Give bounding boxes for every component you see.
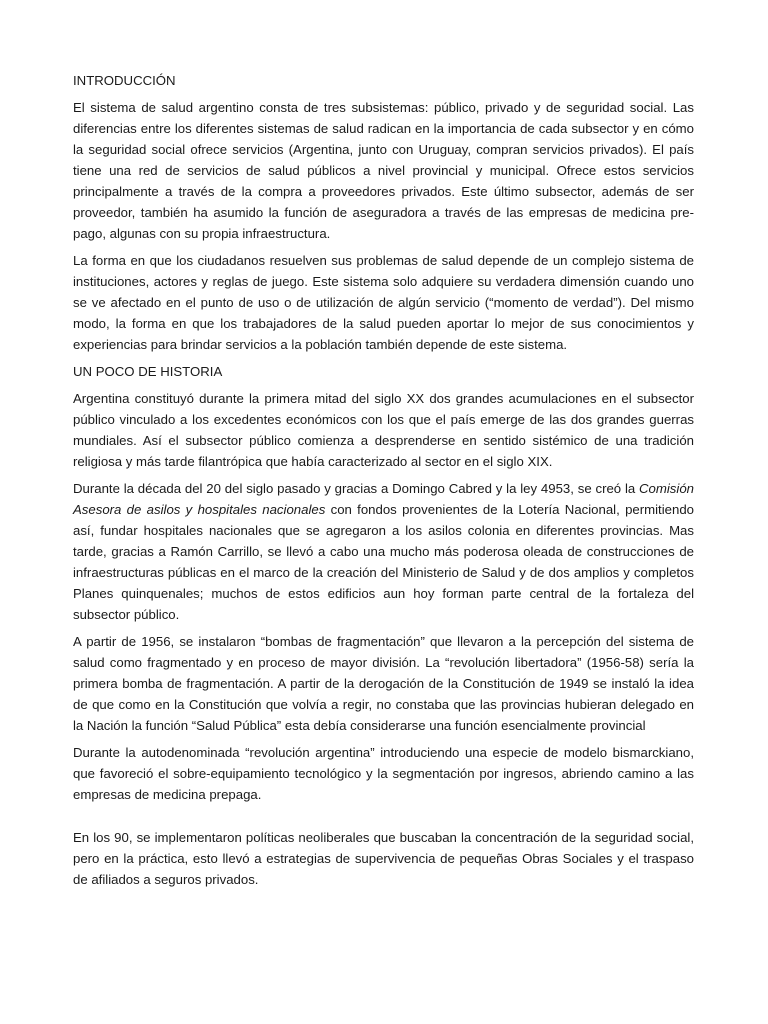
commission-name: Comisión Asesora de asilos y hospitales nacionales [73,481,694,517]
intro-paragraph-1: El sistema de salud argentino consta de tres subsistemas: público, privado y de seguridad social. Las diferencias entre los diferentes sistemas de salud radican en la importancia de cada subsector y en cómo la seguridad social ofrece servicios (Argentina, junto con Uruguay, compran servicios privados). El país tiene una red de servicios de salud públicos a nivel provincial y municipal. Ofrece estos servicios principalmente a través de la compra a proveedores privados. Este último subsector, además de ser proveedor, también ha asumido la función de aseguradora a través de las empresas de medicina pre-pago, algunas con su propia infraestructura. [73,100,694,241]
history-paragraph-4: Durante la autodenominada “revolución argentina” introduciendo una especie de modelo bismarckiano, que favoreció el sobre-equipamiento tecnológico y la segmentación por ingresos, abriendo camino a las empresas de medicina prepaga. [73,745,694,802]
history-paragraph-2 [73,478,694,625]
intro-heading: INTRODUCCIÓN [73,73,176,88]
history-heading: UN POCO DE HISTORIA [73,364,223,379]
history-paragraph-2-lead: Durante la década del 20 del siglo pasado y gracias a Domingo Cabred y la ley 4953, se creó la [73,481,640,496]
intro-paragraph-2: La forma en que los ciudadanos resuelven sus problemas de salud depende de un complejo sistema de instituciones, actores y reglas de juego. Este sistema solo adquiere su verdadera dimensión cuando uno se ve afectado en el punto de uso o de utilización de algún servicio (“momento de verdad”). Del mismo modo, la forma en que los trabajadores de la salud pueden aportar lo mejor de sus conocimientos y experiencias para brindar servicios a la población también depende de este sistema. [73,253,694,352]
history-paragraph-5: En los 90, se implementaron políticas neoliberales que buscaban la concentración de la seguridad social, pero en la práctica, esto llevó a estrategias de supervivencia de pequeñas Obras Sociales y el traspaso de afiliados a seguros privados. [73,830,694,887]
history-paragraph-1: Argentina constituyó durante la primera mitad del siglo XX dos grandes acumulaciones en el subsector público vinculado a los excedentes económicos con los que el país emerge de las dos grandes guerras mundiales. Así el subsector público comienza a desprenderse en sentido sistémico de una tradición religiosa y más tarde filantrópica que había caracterizado al sector en el siglo XIX. [73,391,694,469]
history-paragraph-3: A partir de 1956, se instalaron “bombas de fragmentación” que llevaron a la percepción del sistema de salud como fragmentado y en proceso de mayor división. La “revolución libertadora” (1956-58) sería la primera bomba de fragmentación. A partir de la derogación de la Constitución de 1949 se instaló la idea de que como en la Constitución que volvía a regir, no constaba que las provincias hubieran delegado en la Nación la función “Salud Pública” esta debía considerarse una función esencialmente provincial [73,634,694,733]
document-page [73,70,694,896]
history-paragraph-2-rest: con fondos provenientes de la Lotería Nacional, permitiendo así, fundar hospitales nacionales que se agregaron a los asilos colonia en diferentes provincias. Mas tarde, gracias a Ramón Carrillo, se llevó a cabo una mucho más poderosa oleada de construcciones de infraestructuras públicas en el marco de la creación del Ministerio de Salud y de dos amplios y completos Planes quinquenales; muchos de estos edificios aun hoy forman parte central de la fortaleza del subsector público. [73,502,694,622]
